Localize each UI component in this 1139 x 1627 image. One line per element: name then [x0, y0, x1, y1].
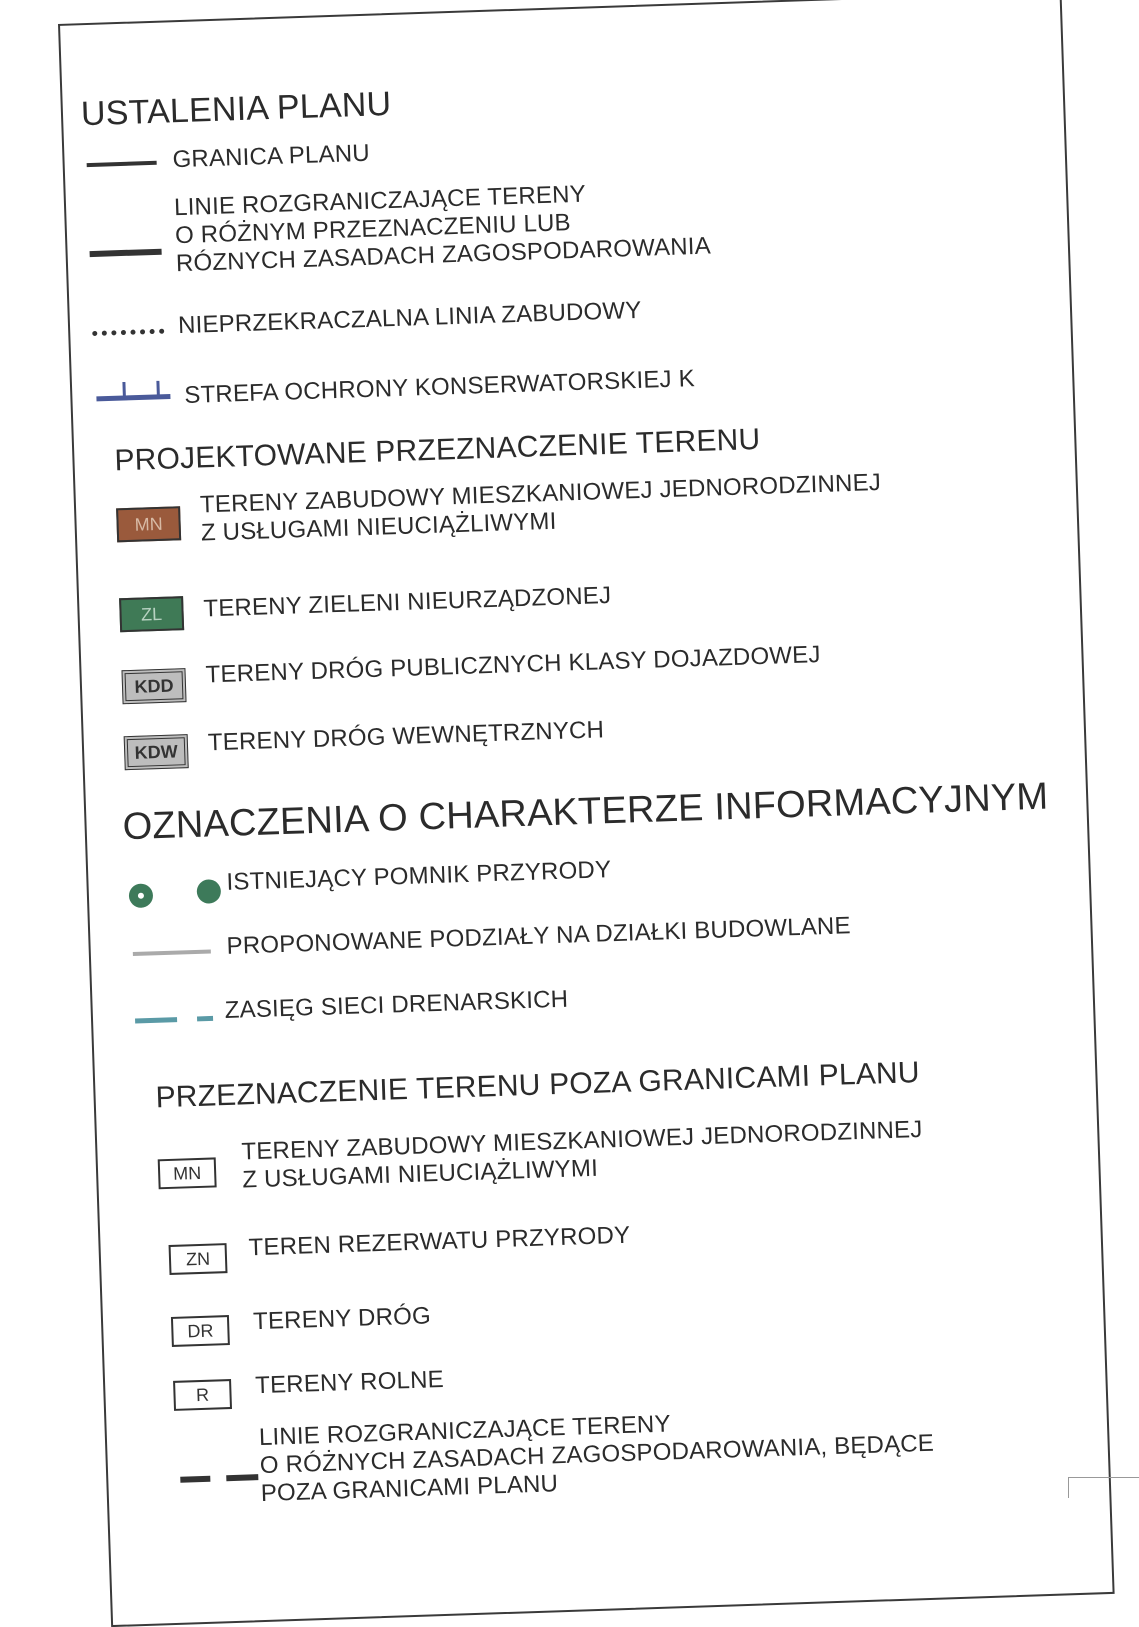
section-heading: PRZEZNACZENIE TERENU POZA GRANICAMI PLANU	[155, 1056, 921, 1115]
boundary-lines-symbol	[90, 249, 162, 257]
legend-item-label: TERENY DRÓG PUBLICZNYCH KLASY DOJAZDOWEJ	[205, 641, 821, 689]
legend-item-label: GRANICA PLANU	[172, 139, 371, 174]
legend-item-label: LINIE ROZGRANICZAJĄCE TERENY O RÓŻNYCH ZASADACH ZAGOSPODAROWANIA, BĘDĄCE POZA GRANICAMI PLANU	[258, 1410, 935, 1508]
zl-color-swatch: ZL	[119, 596, 184, 632]
conservation-zone-symbol	[94, 372, 175, 405]
legend-frame	[58, 0, 1115, 1627]
monument-dot-icon	[129, 883, 154, 908]
plot-division-symbol	[133, 949, 211, 956]
mn-color-swatch: MN	[116, 506, 181, 542]
legend-item-label: NIEPRZEKRACZALNA LINIA ZABUDOWY	[177, 296, 642, 340]
legend-item-label: TERENY ROLNE	[254, 1365, 445, 1400]
section-heading: PROJEKTOWANE PRZEZNACZENIE TERENU	[113, 422, 761, 478]
scan-edge	[1068, 1477, 1139, 1498]
dr-outline-box: DR	[171, 1315, 230, 1347]
section-heading: OZNACZENIA O CHARAKTERZE INFORMACYJNYM	[121, 775, 1049, 849]
legend-item-label: TERENY ZABUDOWY MIESZKANIOWEJ JEDNORODZINNEJ Z USŁUGAMI NIEUCIĄŻLIWYMI	[199, 468, 882, 547]
legend-item-label: STREFA OCHRONY KONSERWATORSKIEJ K	[183, 365, 696, 410]
zn-outline-box: ZN	[169, 1243, 228, 1275]
monument-dot-icon	[196, 879, 221, 904]
building-line-symbol	[92, 329, 164, 341]
legend-item-label: TERENY DRÓG WEWNĘTRZNYCH	[207, 716, 605, 757]
legend-item-label: TERENY ZABUDOWY MIESZKANIOWEJ JEDNORODZINNEJ Z USŁUGAMI NIEUCIĄŻLIWYMI	[241, 1115, 923, 1194]
mn-outline-box: MN	[158, 1157, 217, 1189]
legend-item-label: ISTNIEJĄCY POMNIK PRZYRODY	[226, 856, 612, 896]
r-outline-box: R	[173, 1379, 232, 1411]
legend-item-label: LINIE ROZGRANICZAJĄCE TERENY O RÓŻNYM PRZEZNACZENIU LUB RÓZNYCH ZASADACH ZAGOSPODAROWANIA	[173, 180, 712, 278]
plan-boundary-symbol	[87, 161, 157, 167]
legend-item-label: TEREN REZERWATU PRZYRODY	[248, 1221, 631, 1262]
legend-item-label: TERENY ZIELENI NIEURZĄDZONEJ	[203, 581, 612, 623]
legend-item-label: ZASIĘG SIECI DRENARSKICH	[224, 985, 569, 1025]
legend-item-label: PROPONOWANE PODZIAŁY NA DZIAŁKI BUDOWLANE	[226, 912, 852, 960]
legend-title: USTALENIA PLANU	[80, 85, 392, 134]
legend-item-label: TERENY DRÓG	[252, 1302, 432, 1336]
outside-boundary-symbol	[178, 1470, 262, 1487]
drainage-range-symbol	[133, 1011, 223, 1028]
kdw-color-swatch: KDW	[124, 734, 189, 770]
kdd-color-swatch: KDD	[121, 668, 186, 704]
